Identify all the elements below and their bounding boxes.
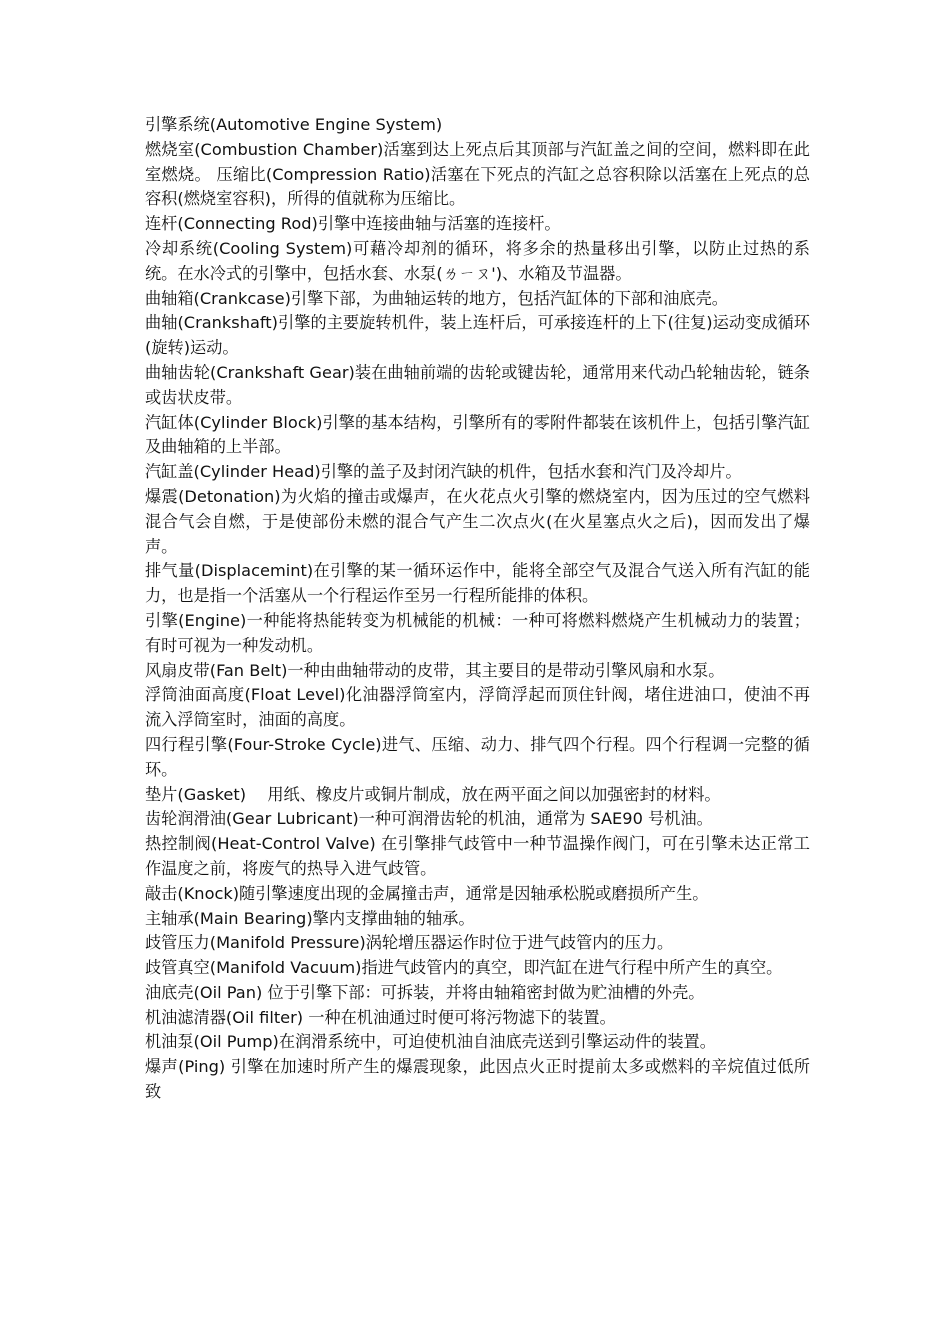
glossary-entry-displacement: 排气量(Displacemint)在引擎的某一循环运作中，能将全部空气及混合气送入所有汽缸的能力，也是指一个活塞从一个行程运作至另一行程所能排的体积。 xyxy=(145,561,810,606)
glossary-entry-four-stroke-cycle: 四行程引擎(Four-Stroke Cycle)进气、压缩、动力、排气四个行程。四个行程调一完整的循环。 xyxy=(145,734,810,779)
glossary-entry-float-level: 浮筒油面高度(Float Level)化油器浮筒室内，浮筒浮起而顶住针阀，堵住进油口，使油不再流入浮筒室时，油面的高度。 xyxy=(145,685,810,730)
document-page xyxy=(145,113,810,1105)
glossary-entry-combustion-chamber: 燃烧室(Combustion Chamber)活塞到达上死点后其顶部与汽缸盖之间的空间，燃料即在此室燃烧。 压缩比(Compression Ratio)活塞在下死点的汽缸之总容积除以活塞在上死点的总容积(燃烧室容积)，所得的值就称为压缩比。 xyxy=(145,139,810,209)
glossary-entry-knock: 敲击(Knock)随引擎速度出现的金属撞击声，通常是因轴承松脱或磨损所产生。 xyxy=(145,883,709,903)
glossary-entry-ping: 爆声(Ping) 引擎在加速时所产生的爆震现象，此因点火正时提前太多或燃料的辛烷值过低所致 xyxy=(145,1057,810,1102)
glossary-entry-engine: 引擎(Engine)一种能将热能转变为机械能的机械：一种可将燃料燃烧产生机械动力的装置；有时可视为一种发动机。 xyxy=(145,610,810,655)
glossary-entry-crankcase: 曲轴箱(Crankcase)引擎下部，为曲轴运转的地方，包括汽缸体的下部和油底壳。 xyxy=(145,288,728,308)
glossary-entry-gear-lubricant: 齿轮润滑油(Gear Lubricant)一种可润滑齿轮的机油，通常为 SAE90 号机油。 xyxy=(145,809,713,829)
glossary-entry-detonation: 爆震(Detonation)为火焰的撞击或爆声，在火花点火引擎的燃烧室内，因为压过的空气燃料混合气会自燃，于是使部份未燃的混合气产生二次点火(在火星塞点火之后)，因而发出了爆声。 xyxy=(145,486,810,556)
glossary-entry-oil-pan: 油底壳(Oil Pan) 位于引擎下部：可拆装，并将由轴箱密封做为贮油槽的外壳。 xyxy=(145,982,705,1002)
glossary-entry-connecting-rod: 连杆(Connecting Rod)引擎中连接曲轴与活塞的连接杆。 xyxy=(145,214,561,234)
glossary-entry-manifold-pressure: 歧管压力(Manifold Pressure)涡轮增压器运作时位于进气歧管内的压力。 xyxy=(145,933,674,953)
glossary-entry-crankshaft: 曲轴(Crankshaft)引擎的主要旋转机件，装上连杆后，可承接连杆的上下(往复)运动变成循环(旋转)运动。 xyxy=(145,313,810,358)
glossary-entry-heat-control-valve: 热控制阀(Heat-Control Valve) 在引擎排气歧管中一种节温操作阀门，可在引擎未达正常工作温度之前，将废气的热导入进气歧管。 xyxy=(145,834,810,878)
glossary-entry-main-bearing: 主轴承(Main Bearing)擎内支撑曲轴的轴承。 xyxy=(145,908,475,928)
glossary-entry-crankshaft-gear: 曲轴齿轮(Crankshaft Gear)装在曲轴前端的齿轮或键齿轮，通常用来代动凸轮轴齿轮，链条或齿状皮带。 xyxy=(145,362,810,407)
glossary-entry-cylinder-block: 汽缸体(Cylinder Block)引擎的基本结构，引擎所有的零附件都装在该机件上，包括引擎汽缸及曲轴箱的上半部。 xyxy=(145,412,810,457)
glossary-entry-gasket: 垫片(Gasket) 用纸、橡皮片或铜片制成，放在两平面之间以加强密封的材料。 xyxy=(145,784,721,804)
glossary-entry-manifold-vacuum: 歧管真空(Manifold Vacuum)指进气歧管内的真空，即汽缸在进气行程中所产生的真空。 xyxy=(145,958,783,978)
glossary-entry-oil-pump: 机油泵(Oil Pump)在润滑系统中，可迫使机油自油底壳送到引擎运动件的装置。 xyxy=(145,1032,716,1052)
glossary-entry-cylinder-head: 汽缸盖(Cylinder Head)引擎的盖子及封闭汽缺的机件，包括水套和汽门及冷却片。 xyxy=(145,462,742,482)
glossary-entry-oil-filter: 机油滤清器(Oil filter) 一种在机油通过时便可将污物滤下的装置。 xyxy=(145,1007,616,1027)
glossary-entry-fan-belt: 风扇皮带(Fan Belt)一种由曲轴带动的皮带，其主要目的是带动引擎风扇和水泵。 xyxy=(145,660,725,680)
document-title: 引擎系统(Automotive Engine System) xyxy=(145,115,443,134)
glossary-entry-cooling-system: 冷却系统(Cooling System)可藉冷却剂的循环，将多余的热量移出引擎，以防止过热的系统。在水冷式的引擎中，包括水套、水泵(ㄌㄧㄡ')、水箱及节温器。 xyxy=(145,238,810,283)
